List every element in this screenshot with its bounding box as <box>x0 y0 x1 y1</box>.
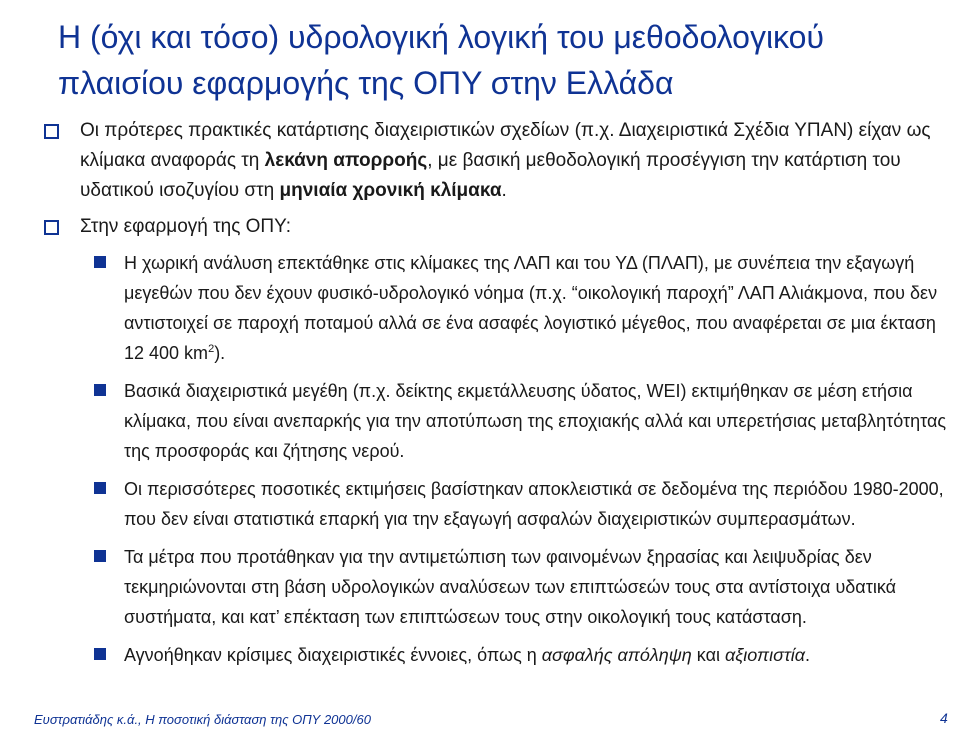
text-run: ). <box>214 343 226 363</box>
bullet-item <box>38 212 950 242</box>
sub-bullet-item <box>38 474 950 534</box>
filled-square-bullet-icon <box>94 550 106 562</box>
sub-bullet-text: Τα μέτρα που προτάθηκαν για την αντιμετώπιση των φαινομένων ξηρασίας και λειψυδρίας δεν τεκμηριώνονται στη βάση υδρολογικών αναλύσεων των επιπτώσεών τους στα αντίστοιχα υδατικά συστήματα, και κατ’ επέκταση των επιπτώσεων τους στην οικολογική τους κατάσταση. <box>124 547 897 627</box>
sub-bullet-item <box>38 248 950 368</box>
text-run: Η χωρική ανάλυση επεκτάθηκε στις κλίμακες της ΛΑΠ και του ΥΔ (ΠΛΑΠ), με συνέπεια την εξαγωγή μεγεθών που δεν έχουν φυσικό-υδρολογικό νόημα (π.χ. “οικολογική παροχή” ΛΑΠ Αλιάκμονα, που δεν αντιστοιχεί σε παροχή ποταμού αλλά σε ένα ασαφές λογιστικό μέγεθος, που αναφέρεται σε μια έκταση 12 400 km <box>124 253 938 363</box>
text-run: και <box>691 645 725 665</box>
text-run: Αγνοήθηκαν κρίσιμες διαχειριστικές έννοιες, όπως η <box>124 645 542 665</box>
sub-bullet-text: Οι περισσότερες ποσοτικές εκτιμήσεις βασίστηκαν αποκλειστικά σε δεδομένα της περιόδου 1980-2000, που δεν είναι στατιστικά επαρκή για την εξαγωγή ασφαλών διαχειριστικών συμπερασμάτων. <box>124 479 944 529</box>
italic-term: ασφαλής απόληψη <box>541 645 692 665</box>
slide-body <box>38 116 950 678</box>
hollow-square-bullet-icon <box>44 124 59 139</box>
sub-bullet-item <box>38 542 950 632</box>
bullet-text: Στην εφαρμογή της ΟΠΥ: <box>80 216 292 237</box>
bullet-item <box>38 116 950 206</box>
sub-bullet-text: Βασικά διαχειριστικά μεγέθη (π.χ. δείκτης εκμετάλλευσης ύδατος, WEI) εκτιμήθηκαν σε μέση ετήσια κλίμακα, που είναι ανεπαρκής για την αποτύπωση της εποχιακής αλλά και υπερετήσιας μεταβλητότητας της προσφοράς και ζήτησης νερού. <box>124 381 947 461</box>
italic-term: αξιοπιστία <box>724 645 805 665</box>
bold-term: μηνιαία χρονική κλίμακα <box>279 180 502 201</box>
sub-bullet-text <box>124 253 937 363</box>
text-run: Οι πρότερες πρακτικές κατάρτισης διαχειριστικών σχεδίων (π.χ. Διαχειριστικά Σχέδια ΥΠΑΝ) είχαν ως κλίμακα αναφοράς τη <box>80 120 931 171</box>
text-run: . <box>501 180 507 201</box>
slide-title: Η (όχι και τόσο) υδρολογική λογική του μεθοδολογικού πλαισίου εφαρμογής της ΟΠΥ στην Ελλάδα <box>58 19 824 101</box>
page-number: 4 <box>940 710 948 726</box>
sub-bullet-text <box>124 645 810 665</box>
sub-bullet-list <box>38 248 950 670</box>
hollow-square-bullet-icon <box>44 220 59 235</box>
sub-bullet-item <box>38 640 950 670</box>
superscript: 2 <box>208 343 215 355</box>
filled-square-bullet-icon <box>94 482 106 494</box>
filled-square-bullet-icon <box>94 256 106 268</box>
text-run: , με βασική μεθοδολογική προσέγγιση την κατάρτιση του υδατικού ισοζυγίου στη <box>80 150 901 201</box>
footer-citation: Ευστρατιάδης κ.ά., Η ποσοτική διάσταση της ΟΠΥ 2000/60 <box>34 712 371 727</box>
filled-square-bullet-icon <box>94 384 106 396</box>
filled-square-bullet-icon <box>94 648 106 660</box>
text-run: . <box>804 645 810 665</box>
bold-term: λεκάνη απορροής <box>264 150 428 171</box>
bullet-text <box>80 120 931 201</box>
sub-bullet-item <box>38 376 950 466</box>
